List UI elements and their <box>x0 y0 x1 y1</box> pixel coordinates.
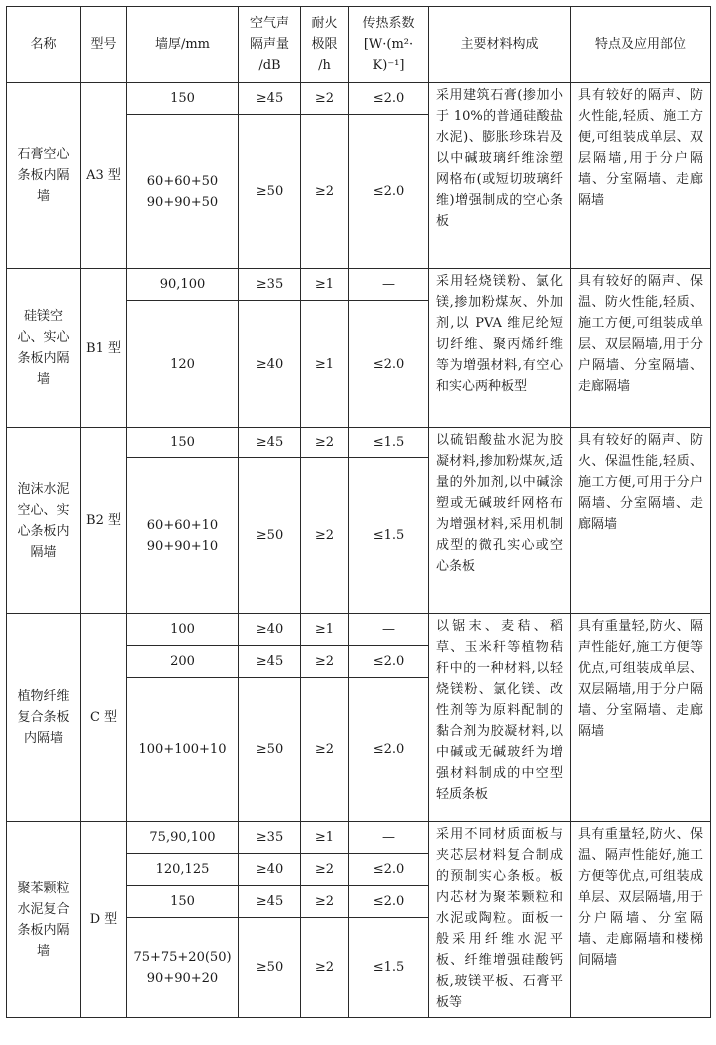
fire-rating-cell: ≥2 <box>301 115 349 269</box>
wall-name-cell: 植物纤维复合条板内隔墙 <box>7 614 81 822</box>
header-fire-line: /h <box>318 58 331 73</box>
partition-spec-table <box>6 6 711 1018</box>
thickness-cell: 60+60+50 90+90+50 <box>127 115 239 269</box>
table-row <box>7 614 711 646</box>
heat-transfer-cell: — <box>349 269 429 301</box>
fire-rating-cell: ≥2 <box>301 918 349 1018</box>
sound-insulation-cell: ≥50 <box>239 918 301 1018</box>
heat-transfer-cell: ≤1.5 <box>349 918 429 1018</box>
heat-transfer-cell: — <box>349 614 429 646</box>
header-material: 主要材料构成 <box>429 7 571 83</box>
sound-insulation-cell: ≥40 <box>239 854 301 886</box>
header-feature: 特点及应用部位 <box>571 7 711 83</box>
header-row <box>7 7 711 83</box>
thickness-cell: 150 <box>127 428 239 458</box>
header-fire-line: 极限 <box>311 37 338 52</box>
table-row <box>7 428 711 458</box>
heat-transfer-cell: ≤2.0 <box>349 83 429 115</box>
header-sound-line: /dB <box>258 58 281 73</box>
material-cell: 以硫铝酸盐水泥为胶凝材料,掺加粉煤灰,适量的外加剂,以中碱涂塑或无碱玻纤网格布为增强材料,采用机制成型的微孔实心或空心条板 <box>429 428 571 614</box>
heat-transfer-cell: ≤2.0 <box>349 886 429 918</box>
sound-insulation-cell: ≥50 <box>239 678 301 822</box>
fire-rating-cell: ≥1 <box>301 269 349 301</box>
feature-cell: 具有较好的隔声、防火性能,轻质、施工方便,可组装成单层、双层隔墙,用于分户隔墙、分室隔墙、走廊隔墙 <box>571 83 711 269</box>
thickness-cell: 150 <box>127 886 239 918</box>
thickness-cell: 60+60+10 90+90+10 <box>127 458 239 614</box>
heat-transfer-cell: — <box>349 822 429 854</box>
header-fire <box>301 7 349 83</box>
fire-rating-cell: ≥2 <box>301 678 349 822</box>
fire-rating-cell: ≥2 <box>301 646 349 678</box>
feature-cell: 具有重量轻,防火、保温、隔声性能好,施工方便等优点,可组装成单层、双层隔墙,用于分户隔墙、分室隔墙、走廊隔墙和楼梯间隔墙 <box>571 822 711 1018</box>
wall-name-cell: 泡沫水泥空心、实心条板内隔墙 <box>7 428 81 614</box>
fire-rating-cell: ≥1 <box>301 822 349 854</box>
feature-cell: 具有重量轻,防火、隔声性能好,施工方便等优点,可组装成单层、双层隔墙,用于分户隔墙、分室隔墙、走廊隔墙 <box>571 614 711 822</box>
material-cell: 采用建筑石膏(掺加小于 10%的普通硅酸盐水泥)、膨胀珍珠岩及以中碱玻璃纤维涂塑网格布(或短切玻璃纤维)增强制成的空心条板 <box>429 83 571 269</box>
fire-rating-cell: ≥1 <box>301 301 349 428</box>
fire-rating-cell: ≥2 <box>301 854 349 886</box>
heat-transfer-cell: ≤2.0 <box>349 678 429 822</box>
header-sound-line: 隔声量 <box>249 37 289 52</box>
sound-insulation-cell: ≥45 <box>239 886 301 918</box>
model-cell: B2 型 <box>81 428 127 614</box>
material-cell: 采用不同材质面板与夹芯层材料复合制成的预制实心条板。板内芯材为聚苯颗粒和水泥或陶粒。面板一般采用纤维水泥平板、纤维增强硅酸钙板,玻镁平板、石膏平板等 <box>429 822 571 1018</box>
thickness-cell: 75,90,100 <box>127 822 239 854</box>
header-name: 名称 <box>7 7 81 83</box>
header-model: 型号 <box>81 7 127 83</box>
thickness-cell: 200 <box>127 646 239 678</box>
wall-name-cell: 聚苯颗粒水泥复合条板内隔墙 <box>7 822 81 1018</box>
header-sound <box>239 7 301 83</box>
thickness-cell: 100 <box>127 614 239 646</box>
sound-insulation-cell: ≥35 <box>239 269 301 301</box>
model-cell: D 型 <box>81 822 127 1018</box>
table-row <box>7 83 711 115</box>
fire-rating-cell: ≥1 <box>301 614 349 646</box>
fire-rating-cell: ≥2 <box>301 83 349 115</box>
thickness-cell: 100+100+10 <box>127 678 239 822</box>
sound-insulation-cell: ≥40 <box>239 614 301 646</box>
material-cell: 以锯末、麦秸、稻草、玉米秆等植物秸秆中的一种材料,以轻烧镁粉、氯化镁、改性剂等为原料配制的黏合剂为胶凝材料,以中碱或无碱玻纤为增强材料制成的中空型轻质条板 <box>429 614 571 822</box>
wall-name-cell: 硅镁空心、实心条板内隔墙 <box>7 269 81 428</box>
fire-rating-cell: ≥2 <box>301 458 349 614</box>
table-body <box>7 83 711 1018</box>
sound-insulation-cell: ≥45 <box>239 428 301 458</box>
feature-cell: 具有较好的隔声、防火、保温性能,轻质、施工方便,可用于分户隔墙、分室隔墙、走廊隔墙 <box>571 428 711 614</box>
sound-insulation-cell: ≥40 <box>239 301 301 428</box>
table-row <box>7 822 711 854</box>
heat-transfer-cell: ≤2.0 <box>349 301 429 428</box>
header-sound-line: 空气声 <box>249 16 289 31</box>
model-cell: B1 型 <box>81 269 127 428</box>
fire-rating-cell: ≥2 <box>301 428 349 458</box>
thickness-cell: 120 <box>127 301 239 428</box>
model-cell: A3 型 <box>81 83 127 269</box>
sound-insulation-cell: ≥50 <box>239 458 301 614</box>
sound-insulation-cell: ≥35 <box>239 822 301 854</box>
heat-transfer-cell: ≤1.5 <box>349 428 429 458</box>
material-cell: 采用轻烧镁粉、氯化镁,掺加粉煤灰、外加剂,以 PVA 维尼纶短切纤维、聚丙烯纤维等为增强材料,有空心和实心两种板型 <box>429 269 571 428</box>
header-heat-line: [W·(m²· <box>363 37 414 52</box>
heat-transfer-cell: ≤2.0 <box>349 646 429 678</box>
table-row <box>7 269 711 301</box>
thickness-cell: 120,125 <box>127 854 239 886</box>
wall-name-cell: 石膏空心条板内隔墙 <box>7 83 81 269</box>
thickness-cell: 150 <box>127 83 239 115</box>
header-heat <box>349 7 429 83</box>
header-heat-line: 传热系数 <box>362 16 415 31</box>
model-cell: C 型 <box>81 614 127 822</box>
header-fire-line: 耐火 <box>311 16 338 31</box>
thickness-cell: 75+75+20(50) 90+90+20 <box>127 918 239 1018</box>
header-heat-line: K)⁻¹] <box>372 58 405 73</box>
sound-insulation-cell: ≥45 <box>239 83 301 115</box>
thickness-cell: 90,100 <box>127 269 239 301</box>
sound-insulation-cell: ≥45 <box>239 646 301 678</box>
heat-transfer-cell: ≤2.0 <box>349 115 429 269</box>
sound-insulation-cell: ≥50 <box>239 115 301 269</box>
header-thickness: 墙厚/mm <box>127 7 239 83</box>
feature-cell: 具有较好的隔声、保温、防火性能,轻质、施工方便,可组装成单层、双层隔墙,用于分户隔墙、分室隔墙、走廊隔墙 <box>571 269 711 428</box>
heat-transfer-cell: ≤2.0 <box>349 854 429 886</box>
fire-rating-cell: ≥2 <box>301 886 349 918</box>
heat-transfer-cell: ≤1.5 <box>349 458 429 614</box>
